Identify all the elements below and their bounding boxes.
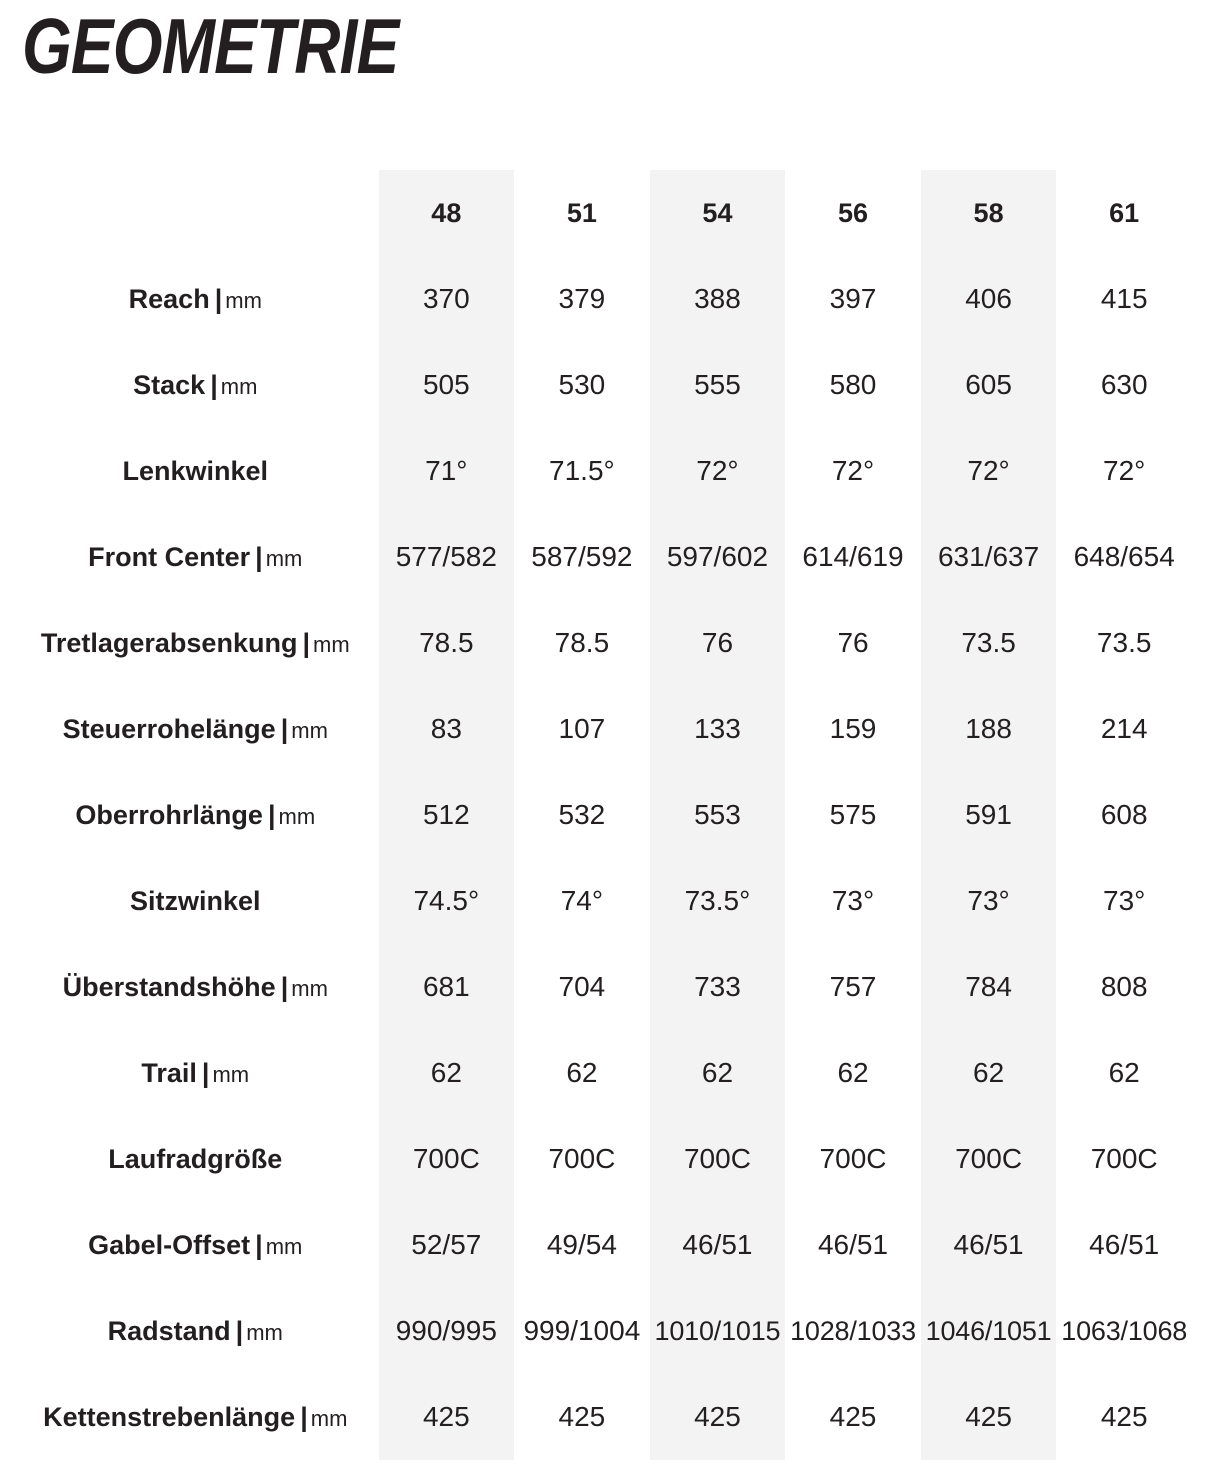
cell-value: 397 bbox=[829, 283, 877, 314]
cell-value: 62 bbox=[921, 1030, 1057, 1116]
cell-value: 388 bbox=[650, 256, 786, 342]
cell-value: 808 bbox=[1100, 971, 1148, 1002]
cell-value: 425 bbox=[379, 1374, 515, 1460]
geometry-table bbox=[12, 170, 1192, 1460]
row-label-separator: | bbox=[255, 542, 263, 572]
cell-value: 784 bbox=[921, 944, 1057, 1030]
cell-value: 379 bbox=[558, 283, 606, 314]
row-label: Sitzwinkel bbox=[130, 886, 261, 916]
table-row bbox=[12, 1202, 1192, 1288]
cell-value: 78.5 bbox=[554, 627, 610, 658]
row-label-cell bbox=[12, 1288, 379, 1374]
cell-value: 597/602 bbox=[650, 514, 786, 600]
row-label-separator: | bbox=[235, 1316, 244, 1346]
cell-value: 370 bbox=[379, 256, 515, 342]
table-row bbox=[12, 514, 1192, 600]
cell-value: 700C bbox=[548, 1143, 616, 1174]
cell-value: 52/57 bbox=[379, 1202, 515, 1288]
cell-value: 188 bbox=[921, 686, 1057, 772]
cell-value: 74° bbox=[560, 885, 604, 916]
cell-value: 62 bbox=[650, 1030, 786, 1116]
cell-value: 704 bbox=[558, 971, 606, 1002]
row-label-separator: | bbox=[201, 1058, 210, 1088]
cell-value: 62 bbox=[379, 1030, 515, 1116]
cell-value: 71° bbox=[379, 428, 515, 514]
row-label-unit: mm bbox=[265, 546, 303, 571]
cell-value: 700C bbox=[1090, 1143, 1158, 1174]
row-label-cell bbox=[12, 342, 379, 428]
cell-value: 553 bbox=[650, 772, 786, 858]
cell-value: 532 bbox=[558, 799, 606, 830]
cell-value: 505 bbox=[379, 342, 515, 428]
row-label-unit: mm bbox=[212, 1062, 250, 1087]
cell-value: 73.5 bbox=[1096, 627, 1152, 658]
row-label-separator: | bbox=[255, 1230, 263, 1260]
cell-value: 72° bbox=[831, 455, 875, 486]
cell-value: 71.5° bbox=[549, 455, 615, 486]
row-label-separator: | bbox=[210, 370, 218, 400]
row-label-cell bbox=[12, 514, 379, 600]
table-row bbox=[12, 1288, 1192, 1374]
cell-value: 614/619 bbox=[802, 541, 904, 572]
row-label-unit: mm bbox=[291, 976, 328, 1001]
row-label-cell bbox=[12, 944, 379, 1030]
cell-value: 591 bbox=[921, 772, 1057, 858]
table-row bbox=[12, 1374, 1192, 1460]
row-label-unit: mm bbox=[225, 288, 262, 313]
cell-value: 76 bbox=[650, 600, 786, 686]
table-row bbox=[12, 858, 1192, 944]
table-row bbox=[12, 686, 1192, 772]
row-label-separator: | bbox=[280, 972, 289, 1002]
table-body bbox=[12, 256, 1192, 1460]
cell-value: 425 bbox=[1100, 1401, 1148, 1432]
cell-value: 73° bbox=[831, 885, 875, 916]
cell-value: 46/51 bbox=[1089, 1229, 1160, 1260]
row-label: Laufradgröße bbox=[108, 1144, 283, 1174]
row-label-cell bbox=[12, 858, 379, 944]
row-label-cell bbox=[12, 1374, 379, 1460]
row-label-cell bbox=[12, 256, 379, 342]
cell-value: 425 bbox=[650, 1374, 786, 1460]
row-label-cell bbox=[12, 772, 379, 858]
cell-value: 1046/1051 bbox=[921, 1288, 1057, 1374]
table-row bbox=[12, 600, 1192, 686]
cell-value: 49/54 bbox=[546, 1229, 617, 1260]
row-label: Front Center bbox=[88, 542, 251, 572]
cell-value: 76 bbox=[837, 627, 869, 658]
row-label-separator: | bbox=[214, 284, 223, 314]
row-label: Trail bbox=[141, 1058, 197, 1088]
cell-value: 733 bbox=[650, 944, 786, 1030]
cell-value: 999/1004 bbox=[523, 1315, 641, 1346]
cell-value: 990/995 bbox=[379, 1288, 515, 1374]
cell-value: 700C bbox=[819, 1143, 887, 1174]
row-label: Radstand bbox=[107, 1316, 231, 1346]
cell-value: 681 bbox=[379, 944, 515, 1030]
row-label-cell bbox=[12, 1202, 379, 1288]
cell-value: 700C bbox=[379, 1116, 515, 1202]
cell-value: 648/654 bbox=[1073, 541, 1175, 572]
row-label-separator: | bbox=[280, 714, 289, 744]
row-label-separator: | bbox=[267, 800, 276, 830]
column-header-size-61: 61 bbox=[1109, 197, 1140, 228]
row-label: Lenkwinkel bbox=[122, 456, 269, 486]
cell-value: 415 bbox=[1100, 283, 1148, 314]
cell-value: 107 bbox=[558, 713, 606, 744]
column-header-size-54: 54 bbox=[650, 170, 786, 256]
column-header-size-56: 56 bbox=[837, 197, 869, 228]
row-label: Tretlagerabsenkung bbox=[40, 628, 298, 658]
cell-value: 62 bbox=[837, 1057, 869, 1088]
row-label-unit: mm bbox=[278, 804, 316, 829]
cell-value: 72° bbox=[921, 428, 1057, 514]
row-label-cell bbox=[12, 1030, 379, 1116]
cell-value: 512 bbox=[379, 772, 515, 858]
cell-value: 530 bbox=[558, 369, 606, 400]
cell-value: 1010/1015 bbox=[650, 1288, 786, 1374]
cell-value: 133 bbox=[650, 686, 786, 772]
row-label-unit: mm bbox=[246, 1320, 283, 1345]
cell-value: 46/51 bbox=[817, 1229, 889, 1260]
table-row bbox=[12, 772, 1192, 858]
row-label-cell bbox=[12, 600, 379, 686]
cell-value: 73° bbox=[921, 858, 1057, 944]
column-header-label bbox=[12, 170, 379, 256]
column-header-size-58: 58 bbox=[921, 170, 1057, 256]
cell-value: 406 bbox=[921, 256, 1057, 342]
column-header-size-48: 48 bbox=[379, 170, 515, 256]
cell-value: 74.5° bbox=[379, 858, 515, 944]
table-row bbox=[12, 342, 1192, 428]
row-label-unit: mm bbox=[265, 1234, 303, 1259]
cell-value: 425 bbox=[558, 1401, 606, 1432]
row-label: Oberrohrlänge bbox=[75, 800, 263, 830]
row-label-unit: mm bbox=[313, 632, 350, 657]
cell-value: 587/592 bbox=[531, 541, 633, 572]
cell-value: 46/51 bbox=[650, 1202, 786, 1288]
table-header-row bbox=[12, 170, 1192, 256]
table-row bbox=[12, 1116, 1192, 1202]
row-label-unit: mm bbox=[310, 1406, 348, 1431]
cell-value: 605 bbox=[921, 342, 1057, 428]
cell-value: 73.5 bbox=[921, 600, 1057, 686]
cell-value: 62 bbox=[1108, 1057, 1140, 1088]
row-label: Kettenstrebenlänge bbox=[43, 1402, 296, 1432]
page-title: GEOMETRIE bbox=[22, 2, 399, 90]
row-label-separator: | bbox=[302, 628, 311, 658]
row-label: Gabel-Offset bbox=[88, 1230, 251, 1260]
cell-value: 631/637 bbox=[921, 514, 1057, 600]
row-label-cell bbox=[12, 686, 379, 772]
cell-value: 425 bbox=[921, 1374, 1057, 1460]
row-label: Stack bbox=[133, 370, 206, 400]
cell-value: 72° bbox=[1103, 455, 1146, 486]
cell-value: 73.5° bbox=[650, 858, 786, 944]
cell-value: 555 bbox=[650, 342, 786, 428]
table-row bbox=[12, 1030, 1192, 1116]
row-label: Steuerrohelänge bbox=[62, 714, 276, 744]
cell-value: 83 bbox=[379, 686, 515, 772]
row-label-cell bbox=[12, 1116, 379, 1202]
row-label-unit: mm bbox=[291, 718, 328, 743]
cell-value: 72° bbox=[650, 428, 786, 514]
cell-value: 1028/1033 bbox=[790, 1315, 916, 1346]
cell-value: 630 bbox=[1100, 369, 1148, 400]
cell-value: 46/51 bbox=[921, 1202, 1057, 1288]
cell-value: 580 bbox=[829, 369, 877, 400]
row-label: Überstandshöhe bbox=[62, 972, 276, 1002]
cell-value: 214 bbox=[1100, 713, 1148, 744]
geometry-table-container bbox=[0, 170, 1205, 1460]
cell-value: 159 bbox=[829, 713, 877, 744]
row-label: Reach bbox=[128, 284, 210, 314]
cell-value: 73° bbox=[1103, 885, 1146, 916]
row-label-unit: mm bbox=[220, 374, 258, 399]
cell-value: 608 bbox=[1100, 799, 1148, 830]
cell-value: 425 bbox=[829, 1401, 877, 1432]
cell-value: 757 bbox=[829, 971, 877, 1002]
cell-value: 78.5 bbox=[379, 600, 515, 686]
cell-value: 575 bbox=[829, 799, 877, 830]
cell-value: 1063/1068 bbox=[1061, 1315, 1188, 1346]
row-label-separator: | bbox=[300, 1402, 308, 1432]
table-row bbox=[12, 944, 1192, 1030]
cell-value: 700C bbox=[921, 1116, 1057, 1202]
row-label-cell bbox=[12, 428, 379, 514]
cell-value: 577/582 bbox=[379, 514, 515, 600]
table-row bbox=[12, 428, 1192, 514]
cell-value: 700C bbox=[650, 1116, 786, 1202]
cell-value: 62 bbox=[566, 1057, 598, 1088]
column-header-size-51: 51 bbox=[566, 197, 597, 228]
table-row bbox=[12, 256, 1192, 342]
